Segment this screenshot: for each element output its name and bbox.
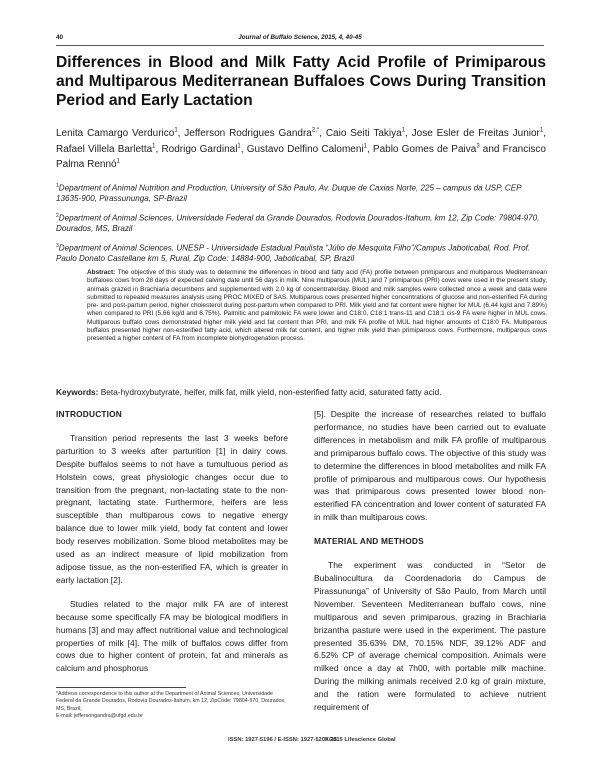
author: Jose Esler de Freitas Junior$^1$,: [411, 128, 546, 140]
running-head: [56, 33, 544, 46]
footnote-email[interactable]: E-mail: jeffersongandra@ufgd.edu.br: [56, 712, 143, 719]
right-column: [314, 408, 546, 714]
paper-title: Differences in Blood and Milk Fatty Acid Profile of Primiparous and Multiparous Mediterranean Buffaloes Cows During Transition Period and Early Lactation: [56, 54, 546, 109]
section-heading-methods: MATERIAL AND METHODS: [314, 536, 424, 547]
author: Caio Seiti Takiya$^1$,: [325, 128, 412, 140]
keywords: [56, 387, 546, 397]
author: Francisco Palma Rennó$^1$: [56, 143, 546, 170]
methods-paragraph-1: The experiment was conducted in “Setor de Bubalinocultura da Coordenadoria do Campus de Pirassununga” of University of São Paulo, from March until November. Seventeen Mediterranean buffalo cows, nine multiparous and seven primiparous, grazing in Brachiaria brizantha pasture were used in the experiment. The pasture presented 35.63% DM, 70.15% NDF, 39.12% ADF and 6.52% CP of average chemical composition. Animals were milked once a day at 7h00, with portable milk machine. During the milking animals received 2.0 kg of grain mixture, and the ration were formulated to achieve nutrient requirement of: [314, 560, 546, 713]
author: Pablo Gomes de Paiva$^3$ and: [372, 143, 503, 155]
author: Gustavo Delfino Calomeni$^1$,: [246, 143, 373, 155]
affiliation-1: $^1$Department of Animal Nutrition and Production, University of São Paulo, Av. Duque de Caxias Norte, 225 – campus da USP, CEP 13635-900, Pirassununga, SP-Brazil: [56, 183, 522, 204]
intro-paragraph-continuation: [5]. Despite the increase of researches related to buffalo performance, no studies have been carried out to evaluate differences in metabolism and milk FA profile of multiparous and primiparous buffalo cows. The objective of this study was to determine the differences in blood metabolites and milk FA profile of primiparous and multiparous cows. Our hypothesis was that primiparous cows presented lower blood non-esterified FA concentration and lower content of saturated FA in milk than multiparous cows.: [314, 409, 546, 523]
intro-paragraph-1: Transition period represents the last 3 weeks before parturition to 3 weeks after parturition [1] in dairy cows. Despite buffalos seems to not have a tumultuous period as Holstein cows, great physiologic changes occur due to transition from the pregnant, non-lactating state to the non-pregnant, lactating state. Furthermore, heifers are less susceptible than multiparous cows to negative energy balance due to lower milk yield, body fat content and lower body reserves mobilization. Some blood metabolites may be used as an indirect measure of lipid mobilization from adipose tissue, as the non-esterified FA, which is greater in early lactation [2].: [56, 432, 288, 585]
author: Rafael Villela Barletta$^1$,: [56, 143, 162, 155]
intro-paragraph-2: Studies related to the major milk FA are of interest because some specifically FA may be biological modifiers in humans [3] and may affect nutritional value and technological properties of milk [4]. The milk of buffalos cows differ from cows due to higher content of protein, fat and minerals as calcium and phosphorus: [56, 598, 288, 674]
author: Rodrigo Gardinal$^1$,: [161, 143, 247, 155]
keywords-text: Beta-hydroxybutyrate, heifer, milk fat, milk yield, non-esterified fatty acid, saturated fatty acid.: [100, 387, 442, 397]
page-number: 40: [56, 34, 64, 41]
abstract-text: The objective of this study was to determine the differences in blood and fatty acid (FA) profile between primiparous and multiparous Mediterranean buffaloes cows from 28 days of expected calving date until 56 days in milk. Nine multiparous (MUL) and 7 primiparous (PRI) cows were used in the present study, animals grazed in Brachiaria decumbens and supplemented with 2.0 kg of concentrate/day. Blood and milk samples were collected once a week and data were submitted to repeated measures analysis using PROC MIXED of SAS. Multiparous cows presented higher concentrations of glucose and non-esterified FA during pre- and post-partum period, higher cholesterol during post-partum when compared to PRI. Milk yield and fat content were higher for MUL (6.44 kg/d and 7.89%) when compared to PRI (5.66 kg/d and 6.75%). Palmitic and palmitoleic FA were lower and C18:0, C18:1 trans-11 and C18:1 cis-9 FA were higher in MUL cows. Multiparous buffalo cows demonstrated higher milk yield and fat content than PRI, and milk FA profile of MUL had higher amounts of C18:0 FA. Multiparous buffalos presented higher non-esterified fatty acid, which altered milk fat content, and higher milk yield than primiparous cows. Furthermore, multiparous cows presented a higher content of FA from incomplete biohydrogenation process.: [87, 269, 547, 343]
affiliation-3: $^3$Department of Animal Sciences, UNESP - Universidade Estadual Paulista “Júlio de Mesquita Filho”/Campus Jaboticabal, Rod. Prof. Paulo Donato Castellane km 5, Rural, Zip Code: 14884-900, Jaboticabal, SP, Brazil: [56, 243, 531, 264]
issn-footer: ISSN: 1927-5196 / E-ISSN: 1927-520X/15: [228, 737, 337, 743]
left-column: [56, 408, 288, 675]
correspondence-footnote: [56, 691, 288, 720]
author-list: [56, 125, 546, 171]
section-heading-introduction: INTRODUCTION: [56, 409, 123, 419]
copyright-footer: © 2015 Lifescience Global: [324, 737, 396, 743]
footnote-divider: [56, 687, 186, 688]
affiliation-2: $^2$Department of Animal Sciences, Universidade Federal da Grande Dourados, Rodovia Dourados-Itahum, km 12, Zip Code: 79804-970, Dourados, MS, Brazil: [56, 213, 540, 234]
keywords-label: Keywords:: [56, 387, 99, 397]
footnote-address: *Address correspondence to this author at the Department of Animal Sciences, Universidade Federal da Grande Dourados, Rodovia Dourados-Itahum, km 12, ZipCode: 79804-970, Dourados, MS, Brazil;: [56, 691, 286, 712]
author: Jefferson Rodrigues Gandra$^{2,*}$,: [184, 128, 326, 140]
abstract-label: Abstract:: [87, 269, 116, 276]
journal-citation: Journal of Buffalo Science, 2015, 4, 40-45: [238, 34, 362, 41]
author: Lenita Camargo Verdurico$^1$,: [56, 128, 185, 140]
abstract: [87, 269, 547, 344]
